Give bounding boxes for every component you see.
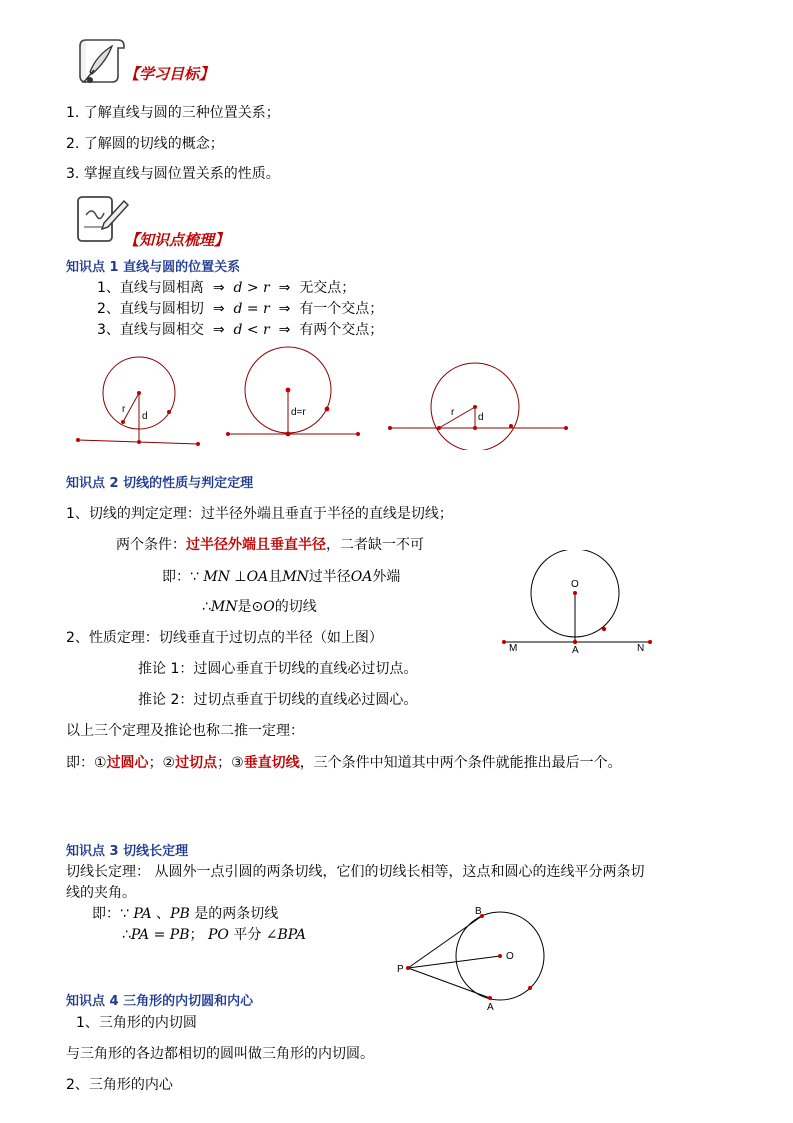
kp1-title: 知识点 1 直线与圆的位置关系 (66, 260, 241, 275)
kp3-line-3: 即：∵ PA 、PB 是的两条切线 (92, 906, 279, 922)
kp1-row-3: 3、直线与圆相交 ⇒ d < r ⇒ 有两个交点； (97, 322, 384, 338)
kp1-row-1: 1、直线与圆相离 ⇒ d > r ⇒ 无交点； (97, 280, 356, 296)
knowledge-points-heading: 【知识点梳理】 (124, 231, 230, 249)
kp2-label-M: M (509, 643, 518, 654)
kp3-line-1: 切线长定理： 从圆外一点引圆的两条切线，它们的切线长相等，这点和圆心的连线平分两条切 (66, 864, 645, 880)
kp4-line-2: 与三角形的各边都相切的圆叫做三角形的内切圆。 (66, 1046, 374, 1062)
fig2-dr-label: d=r (291, 407, 306, 418)
kp1-figures (70, 345, 580, 450)
kp2-line-7: 推论 2：过切点垂直于切线的直线必过圆心。 (138, 692, 418, 708)
kp2-line-4: ∴MN是⊙O的切线 (202, 599, 317, 615)
kp2-line-5: 2、性质定理：切线垂直于过切点的半径（如上图） (66, 630, 383, 646)
kp3-label-A: A (487, 1002, 494, 1013)
kp3-line-2: 线的夹角。 (66, 885, 136, 901)
kp3-title: 知识点 3 切线长定理 (66, 844, 189, 859)
goal-item-3: 3. 掌握直线与圆位置关系的性质。 (66, 166, 280, 182)
kp2-title: 知识点 2 切线的性质与判定定理 (66, 476, 254, 491)
fig3-d-label: d (478, 412, 484, 423)
learning-goals-heading: 【学习目标】 (124, 65, 215, 83)
fig1-r-label: r (122, 404, 126, 415)
kp2-line-8: 以上三个定理及推论也称二推一定理： (66, 723, 304, 739)
kp2-label-O: O (571, 579, 579, 590)
goal-item-1: 1. 了解直线与圆的三种位置关系； (66, 105, 280, 121)
kp2-label-N: N (637, 643, 645, 654)
kp3-tangent-length-figure (390, 900, 560, 1015)
kp3-line-4: ∴PA = PB； PO 平分 ∠BPA (122, 927, 307, 943)
notebook-pen-icon (74, 193, 130, 245)
kp3-label-O: O (506, 951, 514, 962)
kp2-tangent-figure (500, 550, 660, 660)
kp2-line-2: 两个条件：过半径外端且垂直半径，二者缺一不可 (116, 537, 424, 553)
fig3-r-label: r (451, 407, 455, 418)
kp3-label-P: P (397, 964, 404, 975)
kp4-line-1: 1、三角形的内切圆 (76, 1015, 197, 1031)
kp4-title: 知识点 4 三角形的内切圆和内心 (66, 994, 254, 1009)
fig1-d-label: d (142, 411, 148, 422)
kp2-line-1: 1、切线的判定定理：过半径外端且垂直于半径的直线是切线； (66, 506, 453, 522)
kp2-line-9: 即：①过圆心；②过切点；③垂直切线，三个条件中知道其中两个条件就能推出最后一个。 (66, 755, 622, 771)
kp2-line-3: 即：∵ MN ⊥OA且MN过半径OA外端 (162, 569, 401, 585)
kp3-label-B: B (475, 906, 482, 917)
kp2-label-A: A (572, 645, 579, 656)
goal-item-2: 2. 了解圆的切线的概念； (66, 136, 224, 152)
kp1-row-2: 2、直线与圆相切 ⇒ d = r ⇒ 有一个交点； (97, 301, 384, 317)
kp4-line-3: 2、三角形的内心 (66, 1077, 173, 1093)
scroll-quill-icon (72, 36, 128, 88)
kp2-line-6: 推论 1：过圆心垂直于切线的直线必过切点。 (138, 661, 418, 677)
